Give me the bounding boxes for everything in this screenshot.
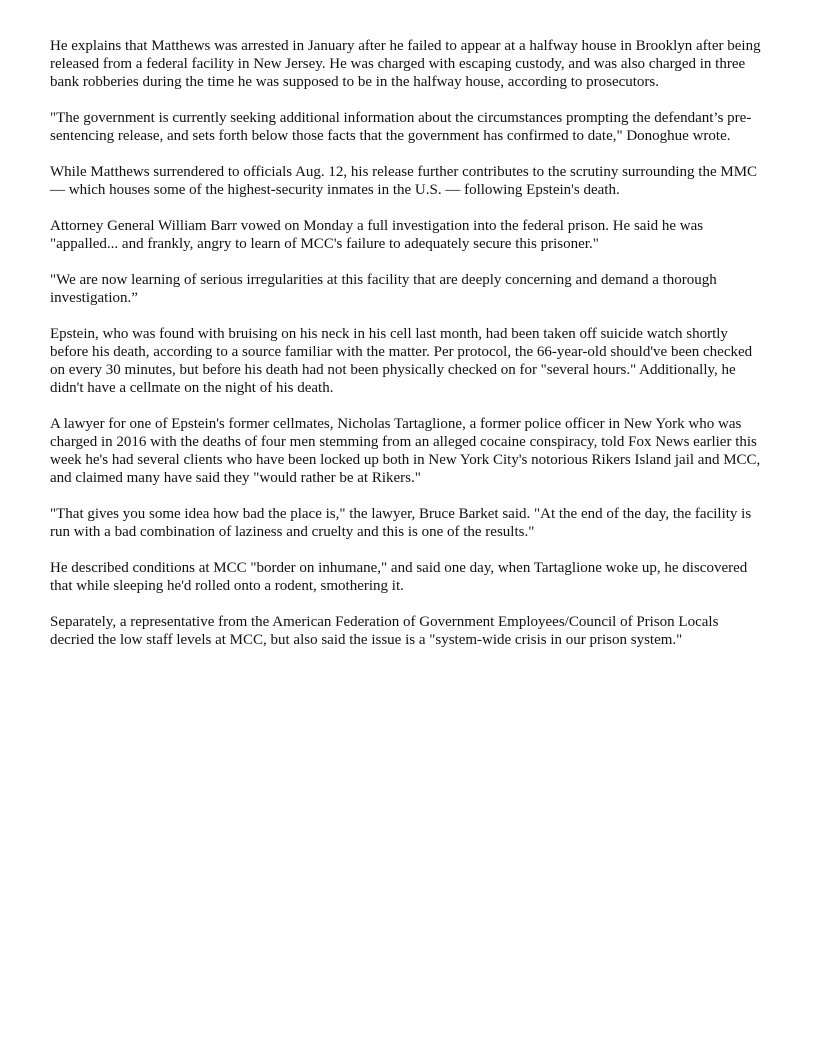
paragraph-9: He described conditions at MCC "border on inhumane," and said one day, when Tartaglione woke up, he discovered that while sleeping he'd rolled onto a rodent, smothering it. <box>50 560 748 594</box>
paragraph-8: "That gives you some idea how bad the place is," the lawyer, Bruce Barket said. "At the end of the day, the facility is run with a bad combination of laziness and cruelty and this is one of the results." <box>50 506 752 540</box>
paragraph-1: He explains that Matthews was arrested in January after he failed to appear at a halfway house in Brooklyn after being released from a federal facility in New Jersey. He was charged with escaping custody, and was also charged in three bank robberies during the time he was supposed to be in the halfway house, according to prosecutors. <box>50 38 761 90</box>
paragraph-5: "We are now learning of serious irregularities at this facility that are deeply concerning and demand a thorough investigation.” <box>50 272 717 306</box>
paragraph-10: Separately, a representative from the American Federation of Government Employees/Council of Prison Locals decried the low staff levels at MCC, but also said the issue is a "system-wide crisis in our prison system." <box>50 614 719 648</box>
paragraph-4: Attorney General William Barr vowed on Monday a full investigation into the federal prison. He said he was "appalled... and frankly, angry to learn of MCC's failure to adequately secure this prisoner." <box>50 218 704 252</box>
paragraph-2: "The government is currently seeking additional information about the circumstances prompting the defendant’s pre-sentencing release, and sets forth below those facts that the government has confirmed to date," Donoghue wrote. <box>50 110 752 144</box>
paragraph-6: Epstein, who was found with bruising on his neck in his cell last month, had been taken off suicide watch shortly before his death, according to a source familiar with the matter. Per protocol, the 66-year-old should've been checked on every 30 minutes, but before his death had not been physically checked on for "several hours." Additionally, he didn't have a cellmate on the night of his death. <box>50 326 753 396</box>
paragraph-7: A lawyer for one of Epstein's former cellmates, Nicholas Tartaglione, a former police officer in New York who was charged in 2016 with the deaths of four men stemming from an alleged cocaine conspiracy, told Fox News earlier this week he's had several clients who have been locked up both in New York City's notorious Rikers Island jail and MCC, and claimed many have said they "would rather be at Rikers." <box>50 416 761 486</box>
document-body <box>50 37 766 667</box>
paragraph-3: While Matthews surrendered to officials Aug. 12, his release further contributes to the scrutiny surrounding the MMC — which houses some of the highest-security inmates in the U.S. — following Epstein's death. <box>50 164 758 198</box>
